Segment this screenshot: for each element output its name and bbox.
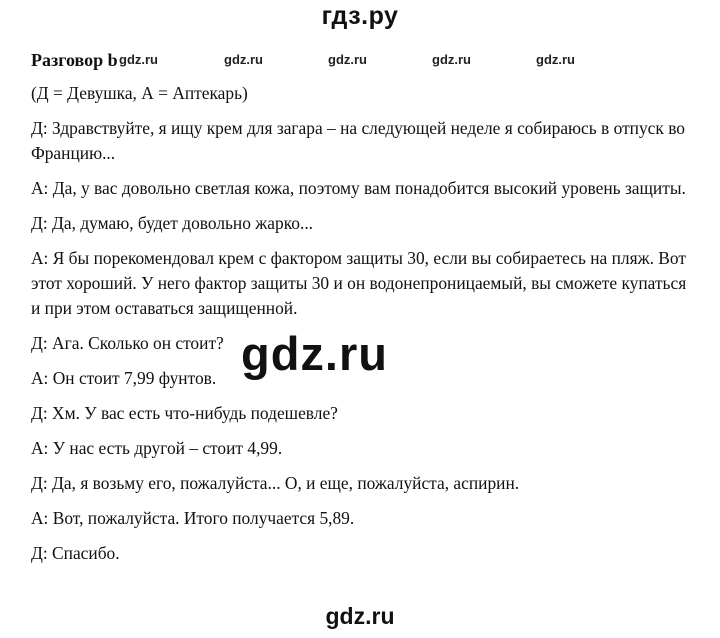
document-body [31, 45, 691, 566]
speaker-legend: (Д = Девушка, А = Аптекарь) [31, 83, 248, 103]
site-footer: gdz.ru [325, 603, 395, 629]
dialogue-line: А: Да, у вас довольно светлая кожа, поэтому вам понадобится высокий уровень защиты. [31, 178, 686, 198]
dialogue-line: Д: Хм. У вас есть что-нибудь подешевле? [31, 403, 338, 423]
dialogue-line: А: Вот, пожалуйста. Итого получается 5,89. [31, 508, 355, 528]
title-row [31, 45, 691, 75]
dialogue-line: А: У нас есть другой – стоит 4,99. [31, 438, 283, 458]
dialogue-line: А: Я бы порекомендовал крем с фактором защиты 30, если вы собираетесь на пляж. Вот этот хороший. У него фактор защиты 30 и он водонепроницаемый, вы сможете купаться и при этом оставаться защищенной. [31, 248, 687, 318]
watermark-small: gdz.ru [119, 52, 158, 67]
dialogue-line: Д: Ага. Сколько он стоит? [31, 333, 224, 353]
dialogue-line: Д: Да, я возьму его, пожалуйста... О, и еще, пожалуйста, аспирин. [31, 473, 520, 493]
watermark-small: gdz.ru [432, 52, 471, 67]
dialogue-line: Д: Спасибо. [31, 543, 120, 563]
dialogue-line: Д: Здравствуйте, я ищу крем для загара – на следующей неделе я собираюсь в отпуск во Францию... [31, 118, 685, 163]
site-header: гдз.ру [321, 2, 399, 30]
watermark-small: gdz.ru [328, 52, 367, 67]
watermark-large: gdz.ru [241, 327, 388, 380]
watermark-small: gdz.ru [224, 52, 263, 67]
conversation-title: Разговор b [31, 50, 118, 70]
dialogue-line: А: Он стоит 7,99 фунтов. [31, 368, 217, 388]
watermark-small: gdz.ru [536, 52, 575, 67]
dialogue-line: Д: Да, думаю, будет довольно жарко... [31, 213, 314, 233]
